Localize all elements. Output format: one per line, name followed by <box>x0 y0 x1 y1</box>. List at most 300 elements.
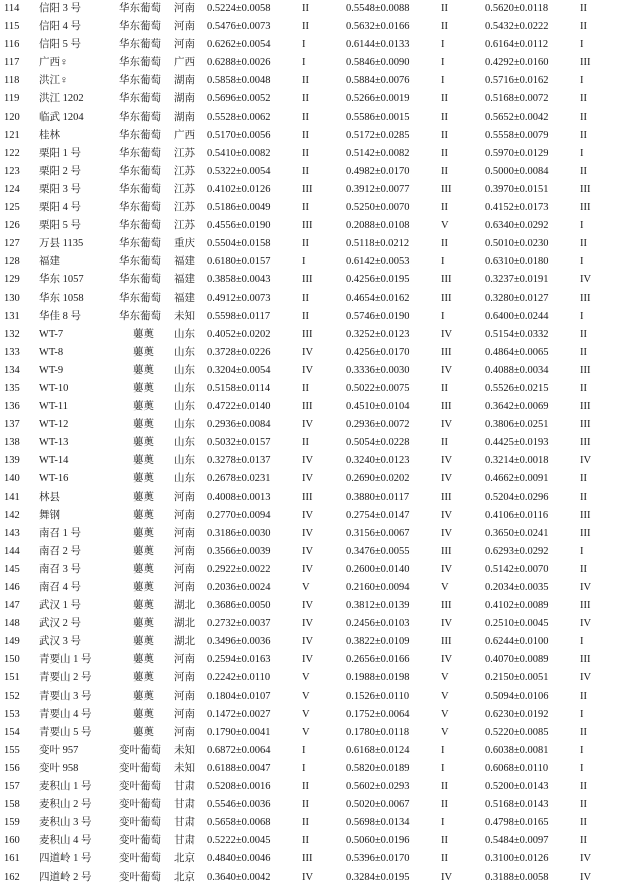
cell-grade-2: IV <box>441 563 453 575</box>
cell-value-1: 0.5208±0.0016 <box>207 781 271 793</box>
table-row <box>0 507 624 525</box>
cell-species: 蘡薁 <box>133 708 154 720</box>
cell-value-1: 0.5476±0.0073 <box>207 21 271 33</box>
table-row <box>0 814 624 832</box>
cell-species: 蘡薁 <box>133 401 154 413</box>
cell-grade-3: III <box>580 57 591 69</box>
cell-origin-region: 河南 <box>174 21 195 33</box>
cell-grade-3: II <box>580 563 587 575</box>
cell-accession-name: 武汉 2 号 <box>39 618 81 630</box>
cell-value-1: 0.5658±0.0068 <box>207 817 271 829</box>
cell-accession-number: 155 <box>4 744 20 756</box>
cell-value-1: 0.5158±0.0114 <box>207 382 271 394</box>
cell-value-3: 0.5200±0.0143 <box>485 781 549 793</box>
cell-grade-3: IV <box>580 582 592 593</box>
cell-accession-name: 青要山 2 号 <box>39 672 92 684</box>
cell-species: 变叶葡萄 <box>119 781 161 793</box>
cell-grade-3: I <box>580 39 584 51</box>
cell-species: 变叶葡萄 <box>119 762 161 774</box>
cell-accession-name: 万县 1135 <box>39 238 84 250</box>
cell-species: 华东葡萄 <box>119 3 161 14</box>
cell-grade-3: IV <box>580 455 592 467</box>
cell-accession-number: 114 <box>4 3 20 14</box>
cell-accession-name: 栗阳 5 号 <box>39 220 81 232</box>
cell-grade-2: III <box>441 274 452 286</box>
cell-accession-name: 青要山 1 号 <box>39 654 92 666</box>
cell-accession-number: 118 <box>4 75 20 87</box>
cell-origin-region: 甘肃 <box>174 799 195 811</box>
cell-grade-2: IV <box>441 419 453 431</box>
cell-grade-2: III <box>441 346 452 358</box>
cell-accession-name: 华佳 8 号 <box>39 310 81 322</box>
cell-value-3: 0.5716±0.0162 <box>485 75 549 87</box>
cell-accession-name: 福建 <box>39 256 60 268</box>
cell-origin-region: 河南 <box>174 690 195 702</box>
cell-value-2: 0.5548±0.0088 <box>346 3 410 14</box>
cell-value-2: 0.6142±0.0053 <box>346 256 410 268</box>
cell-value-1: 0.3640±0.0042 <box>207 871 271 883</box>
cell-species: 华东葡萄 <box>119 274 161 286</box>
cell-grade-2: II <box>441 165 448 177</box>
cell-accession-name: 武汉 3 号 <box>39 636 81 648</box>
cell-value-3: 0.5970±0.0129 <box>485 147 549 159</box>
cell-grade-1: IV <box>302 455 314 467</box>
cell-species: 华东葡萄 <box>119 57 161 69</box>
cell-grade-1: II <box>302 147 309 159</box>
cell-grade-1: III <box>302 183 313 195</box>
cell-grade-3: II <box>580 129 587 141</box>
cell-grade-1: V <box>302 672 310 684</box>
cell-value-2: 0.4982±0.0170 <box>346 165 410 177</box>
cell-origin-region: 河南 <box>174 654 195 666</box>
cell-value-2: 0.3156±0.0067 <box>346 527 410 539</box>
cell-species: 变叶葡萄 <box>119 744 161 756</box>
cell-grade-2: II <box>441 853 448 865</box>
table-row <box>0 850 624 868</box>
cell-origin-region: 河南 <box>174 582 195 593</box>
cell-value-1: 0.3278±0.0137 <box>207 455 271 467</box>
cell-grade-1: III <box>302 274 313 286</box>
cell-value-1: 0.3496±0.0036 <box>207 636 271 648</box>
cell-grade-1: V <box>302 708 310 720</box>
cell-value-3: 0.5432±0.0222 <box>485 21 549 33</box>
cell-grade-3: IV <box>580 618 592 630</box>
cell-value-1: 0.5170±0.0056 <box>207 129 271 141</box>
cell-value-3: 0.6293±0.0292 <box>485 545 549 557</box>
cell-grade-3: I <box>580 310 584 322</box>
table-row <box>0 344 624 362</box>
cell-accession-name: 信阳 4 号 <box>39 21 81 33</box>
cell-species: 蘡薁 <box>133 582 154 593</box>
cell-grade-1: III <box>302 491 313 503</box>
cell-species: 华东葡萄 <box>119 310 161 322</box>
cell-grade-3: II <box>580 690 587 702</box>
cell-grade-3: II <box>580 726 587 738</box>
cell-species: 变叶葡萄 <box>119 853 161 865</box>
cell-accession-name: WT-14 <box>39 455 69 467</box>
cell-origin-region: 福建 <box>174 292 195 304</box>
cell-value-3: 0.3188±0.0058 <box>485 871 549 883</box>
cell-grade-1: II <box>302 835 309 847</box>
cell-value-3: 0.5484±0.0097 <box>485 835 549 847</box>
cell-accession-name: WT-9 <box>39 364 64 376</box>
cell-species: 华东葡萄 <box>119 93 161 105</box>
cell-grade-1: II <box>302 799 309 811</box>
cell-value-3: 0.4088±0.0034 <box>485 364 549 376</box>
cell-accession-name: 栗阳 1 号 <box>39 147 81 159</box>
cell-origin-region: 山东 <box>174 437 195 449</box>
cell-grade-2: IV <box>441 871 453 883</box>
cell-grade-2: III <box>441 600 452 612</box>
cell-value-1: 0.4556±0.0190 <box>207 220 271 232</box>
cell-grade-3: I <box>580 220 584 232</box>
cell-origin-region: 河南 <box>174 563 195 575</box>
cell-value-2: 0.3476±0.0055 <box>346 545 410 557</box>
cell-accession-name: WT-16 <box>39 473 69 485</box>
cell-value-2: 0.5060±0.0196 <box>346 835 410 847</box>
cell-grade-2: I <box>441 39 445 51</box>
cell-origin-region: 湖南 <box>174 93 195 105</box>
cell-accession-number: 153 <box>4 708 20 720</box>
cell-accession-number: 149 <box>4 636 20 648</box>
cell-species: 蘡薁 <box>133 690 154 702</box>
cell-value-1: 0.2770±0.0094 <box>207 509 271 521</box>
cell-origin-region: 山东 <box>174 346 195 358</box>
table-row <box>0 633 624 651</box>
table-row <box>0 688 624 706</box>
cell-accession-number: 160 <box>4 835 20 847</box>
cell-value-3: 0.3100±0.0126 <box>485 853 549 865</box>
cell-accession-number: 125 <box>4 202 20 214</box>
cell-accession-name: 变叶 957 <box>39 744 79 756</box>
cell-grade-1: III <box>302 401 313 413</box>
cell-value-3: 0.4662±0.0091 <box>485 473 549 485</box>
cell-grade-1: IV <box>302 419 314 431</box>
cell-value-1: 0.6188±0.0047 <box>207 762 271 774</box>
cell-accession-name: 华东 1058 <box>39 292 84 304</box>
table-row <box>0 90 624 108</box>
cell-grade-1: II <box>302 3 309 14</box>
cell-value-1: 0.3566±0.0039 <box>207 545 271 557</box>
cell-grade-2: II <box>441 147 448 159</box>
cell-value-1: 0.1790±0.0041 <box>207 726 271 738</box>
cell-species: 变叶葡萄 <box>119 835 161 847</box>
cell-grade-3: III <box>580 600 591 612</box>
cell-accession-number: 117 <box>4 57 20 69</box>
cell-grade-3: II <box>580 382 587 394</box>
cell-accession-number: 123 <box>4 165 20 177</box>
table-row <box>0 271 624 289</box>
cell-grade-1: IV <box>302 473 314 485</box>
cell-value-1: 0.5186±0.0049 <box>207 202 271 214</box>
cell-grade-3: III <box>580 527 591 539</box>
cell-grade-2: I <box>441 256 445 268</box>
cell-grade-1: IV <box>302 654 314 666</box>
table-row <box>0 470 624 488</box>
cell-origin-region: 江苏 <box>174 220 195 232</box>
table-row <box>0 235 624 253</box>
cell-value-3: 0.5168±0.0072 <box>485 93 549 105</box>
cell-species: 蘡薁 <box>133 545 154 557</box>
cell-value-2: 0.5054±0.0228 <box>346 437 410 449</box>
cell-grade-3: I <box>580 147 584 159</box>
table-row <box>0 579 624 597</box>
cell-species: 华东葡萄 <box>119 292 161 304</box>
cell-grade-2: II <box>441 238 448 250</box>
cell-grade-3: II <box>580 3 587 14</box>
cell-accession-number: 129 <box>4 274 20 286</box>
cell-accession-name: 洪江♀ <box>39 75 68 87</box>
cell-value-2: 0.5746±0.0190 <box>346 310 410 322</box>
cell-value-3: 0.3642±0.0069 <box>485 401 549 413</box>
cell-accession-number: 130 <box>4 292 20 304</box>
cell-value-3: 0.2034±0.0035 <box>485 582 549 593</box>
cell-accession-number: 115 <box>4 21 20 33</box>
cell-accession-number: 152 <box>4 690 20 702</box>
table-row <box>0 669 624 687</box>
cell-value-2: 0.3812±0.0139 <box>346 600 410 612</box>
cell-species: 华东葡萄 <box>119 129 161 141</box>
cell-grade-2: I <box>441 57 445 69</box>
cell-value-3: 0.6400±0.0244 <box>485 310 549 322</box>
cell-origin-region: 山东 <box>174 401 195 413</box>
cell-origin-region: 山东 <box>174 382 195 394</box>
cell-grade-3: IV <box>580 672 592 684</box>
cell-origin-region: 河南 <box>174 3 195 14</box>
cell-grade-1: I <box>302 762 306 774</box>
cell-grade-2: III <box>441 491 452 503</box>
cell-accession-name: 青要山 5 号 <box>39 726 92 738</box>
cell-grade-2: II <box>441 111 448 123</box>
table-row <box>0 869 624 887</box>
cell-accession-number: 158 <box>4 799 20 811</box>
cell-species: 华东葡萄 <box>119 165 161 177</box>
table-row <box>0 380 624 398</box>
cell-origin-region: 河南 <box>174 509 195 521</box>
cell-value-1: 0.5410±0.0082 <box>207 147 271 159</box>
cell-accession-number: 154 <box>4 726 20 738</box>
cell-value-3: 0.4152±0.0173 <box>485 202 549 214</box>
cell-value-3: 0.3806±0.0251 <box>485 419 549 431</box>
cell-accession-number: 131 <box>4 310 20 322</box>
cell-grade-1: II <box>302 382 309 394</box>
cell-accession-name: 林县 <box>39 491 60 503</box>
cell-value-3: 0.5154±0.0332 <box>485 328 549 340</box>
cell-accession-number: 142 <box>4 509 20 521</box>
cell-grade-1: II <box>302 93 309 105</box>
cell-accession-number: 159 <box>4 817 20 829</box>
cell-value-2: 0.5846±0.0090 <box>346 57 410 69</box>
cell-value-3: 0.5620±0.0118 <box>485 3 549 14</box>
table-row <box>0 525 624 543</box>
table-row <box>0 452 624 470</box>
cell-value-1: 0.6180±0.0157 <box>207 256 271 268</box>
cell-value-3: 0.3650±0.0241 <box>485 527 549 539</box>
cell-grade-2: I <box>441 75 445 87</box>
cell-grade-2: IV <box>441 364 453 376</box>
cell-grade-2: II <box>441 21 448 33</box>
cell-grade-3: II <box>580 165 587 177</box>
cell-grade-3: II <box>580 111 587 123</box>
cell-grade-1: II <box>302 75 309 87</box>
cell-species: 蘡薁 <box>133 600 154 612</box>
cell-grade-2: V <box>441 690 449 702</box>
cell-species: 变叶葡萄 <box>119 871 161 883</box>
cell-origin-region: 江苏 <box>174 147 195 159</box>
cell-value-3: 0.4425±0.0193 <box>485 437 549 449</box>
cell-value-1: 0.5858±0.0048 <box>207 75 271 87</box>
cell-species: 华东葡萄 <box>119 39 161 51</box>
cell-value-1: 0.4052±0.0202 <box>207 328 271 340</box>
cell-grade-3: III <box>580 437 591 449</box>
cell-accession-number: 161 <box>4 853 20 865</box>
cell-species: 蘡薁 <box>133 328 154 340</box>
cell-value-3: 0.5220±0.0085 <box>485 726 549 738</box>
table-row <box>0 434 624 452</box>
cell-accession-number: 122 <box>4 147 20 159</box>
cell-grade-2: IV <box>441 455 453 467</box>
cell-grade-1: II <box>302 165 309 177</box>
cell-accession-number: 121 <box>4 129 20 141</box>
table-row <box>0 832 624 850</box>
cell-value-1: 0.6262±0.0054 <box>207 39 271 51</box>
cell-value-1: 0.3728±0.0226 <box>207 346 271 358</box>
cell-grade-2: I <box>441 817 445 829</box>
cell-value-2: 0.1752±0.0064 <box>346 708 410 720</box>
table-row <box>0 760 624 778</box>
cell-species: 华东葡萄 <box>119 183 161 195</box>
cell-species: 华东葡萄 <box>119 220 161 232</box>
cell-grade-1: IV <box>302 618 314 630</box>
cell-grade-3: II <box>580 21 587 33</box>
cell-value-1: 0.3686±0.0050 <box>207 600 271 612</box>
cell-grade-1: IV <box>302 346 314 358</box>
cell-value-3: 0.5142±0.0070 <box>485 563 549 575</box>
cell-accession-number: 150 <box>4 654 20 666</box>
table-row <box>0 724 624 742</box>
cell-origin-region: 山东 <box>174 455 195 467</box>
cell-accession-name: 南召 3 号 <box>39 563 81 575</box>
cell-grade-2: I <box>441 762 445 774</box>
cell-species: 华东葡萄 <box>119 238 161 250</box>
cell-species: 蘡薁 <box>133 455 154 467</box>
cell-value-2: 0.1780±0.0118 <box>346 726 410 738</box>
cell-grade-2: V <box>441 220 449 232</box>
table-row <box>0 0 624 18</box>
cell-value-3: 0.4070±0.0089 <box>485 654 549 666</box>
table-row <box>0 706 624 724</box>
cell-species: 变叶葡萄 <box>119 799 161 811</box>
cell-accession-name: 青要山 3 号 <box>39 690 92 702</box>
cell-value-2: 0.2160±0.0094 <box>346 582 410 593</box>
cell-accession-name: WT-8 <box>39 346 64 358</box>
cell-species: 华东葡萄 <box>119 256 161 268</box>
cell-grade-2: II <box>441 93 448 105</box>
cell-grade-2: V <box>441 708 449 720</box>
cell-accession-name: 广西♀ <box>39 57 68 69</box>
cell-value-2: 0.5602±0.0293 <box>346 781 410 793</box>
cell-species: 蘡薁 <box>133 382 154 394</box>
cell-grade-2: III <box>441 401 452 413</box>
cell-grade-2: I <box>441 744 445 756</box>
cell-value-1: 0.3204±0.0054 <box>207 364 271 376</box>
cell-grade-2: III <box>441 183 452 195</box>
cell-grade-1: IV <box>302 364 314 376</box>
cell-origin-region: 广西 <box>174 57 195 69</box>
cell-species: 华东葡萄 <box>119 21 161 33</box>
cell-grade-2: IV <box>441 527 453 539</box>
cell-value-1: 0.5546±0.0036 <box>207 799 271 811</box>
cell-value-2: 0.6168±0.0124 <box>346 744 410 756</box>
cell-grade-3: I <box>580 545 584 557</box>
cell-grade-1: IV <box>302 600 314 612</box>
cell-value-2: 0.2936±0.0072 <box>346 419 410 431</box>
cell-accession-number: 124 <box>4 183 20 195</box>
cell-grade-1: I <box>302 256 306 268</box>
cell-origin-region: 山东 <box>174 364 195 376</box>
cell-value-3: 0.4292±0.0160 <box>485 57 549 69</box>
cell-grade-3: II <box>580 491 587 503</box>
cell-value-1: 0.6288±0.0026 <box>207 57 271 69</box>
cell-value-1: 0.2594±0.0163 <box>207 654 271 666</box>
cell-accession-name: 变叶 958 <box>39 762 79 774</box>
cell-species: 蘡薁 <box>133 726 154 738</box>
cell-species: 蘡薁 <box>133 654 154 666</box>
cell-accession-name: WT-12 <box>39 419 69 431</box>
cell-value-2: 0.2456±0.0103 <box>346 618 410 630</box>
cell-grade-2: IV <box>441 654 453 666</box>
cell-value-1: 0.2678±0.0231 <box>207 473 271 485</box>
cell-species: 蘡薁 <box>133 364 154 376</box>
cell-value-1: 0.2732±0.0037 <box>207 618 271 630</box>
cell-value-3: 0.2150±0.0051 <box>485 672 549 684</box>
cell-grade-3: II <box>580 473 587 485</box>
cell-grade-3: IV <box>580 853 592 865</box>
table-row <box>0 651 624 669</box>
cell-value-1: 0.2936±0.0084 <box>207 419 271 431</box>
cell-accession-name: 栗阳 4 号 <box>39 202 81 214</box>
cell-accession-number: 147 <box>4 600 20 612</box>
cell-grade-1: II <box>302 817 309 829</box>
cell-grade-1: I <box>302 39 306 51</box>
cell-accession-number: 134 <box>4 364 20 376</box>
cell-accession-name: 华东 1057 <box>39 274 84 286</box>
cell-accession-name: 桂林 <box>39 129 60 141</box>
cell-value-1: 0.2242±0.0110 <box>207 672 271 684</box>
cell-origin-region: 甘肃 <box>174 835 195 847</box>
cell-accession-name: WT-7 <box>39 328 64 340</box>
cell-value-1: 0.5528±0.0062 <box>207 111 271 123</box>
cell-value-3: 0.6038±0.0081 <box>485 744 549 756</box>
cell-accession-number: 162 <box>4 871 20 883</box>
cell-grade-3: III <box>580 292 591 304</box>
cell-value-3: 0.6164±0.0112 <box>485 39 549 51</box>
cell-origin-region: 未知 <box>174 762 195 774</box>
cell-value-2: 0.3284±0.0195 <box>346 871 410 883</box>
cell-grade-3: II <box>580 346 587 358</box>
cell-grade-3: I <box>580 636 584 648</box>
cell-value-3: 0.6340±0.0292 <box>485 220 549 232</box>
cell-accession-number: 148 <box>4 618 20 630</box>
cell-value-2: 0.5698±0.0134 <box>346 817 410 829</box>
cell-origin-region: 河南 <box>174 726 195 738</box>
cell-accession-number: 156 <box>4 762 20 774</box>
cell-value-3: 0.5094±0.0106 <box>485 690 549 702</box>
cell-origin-region: 广西 <box>174 129 195 141</box>
cell-value-1: 0.5696±0.0052 <box>207 93 271 105</box>
cell-origin-region: 河南 <box>174 545 195 557</box>
cell-grade-3: I <box>580 256 584 268</box>
